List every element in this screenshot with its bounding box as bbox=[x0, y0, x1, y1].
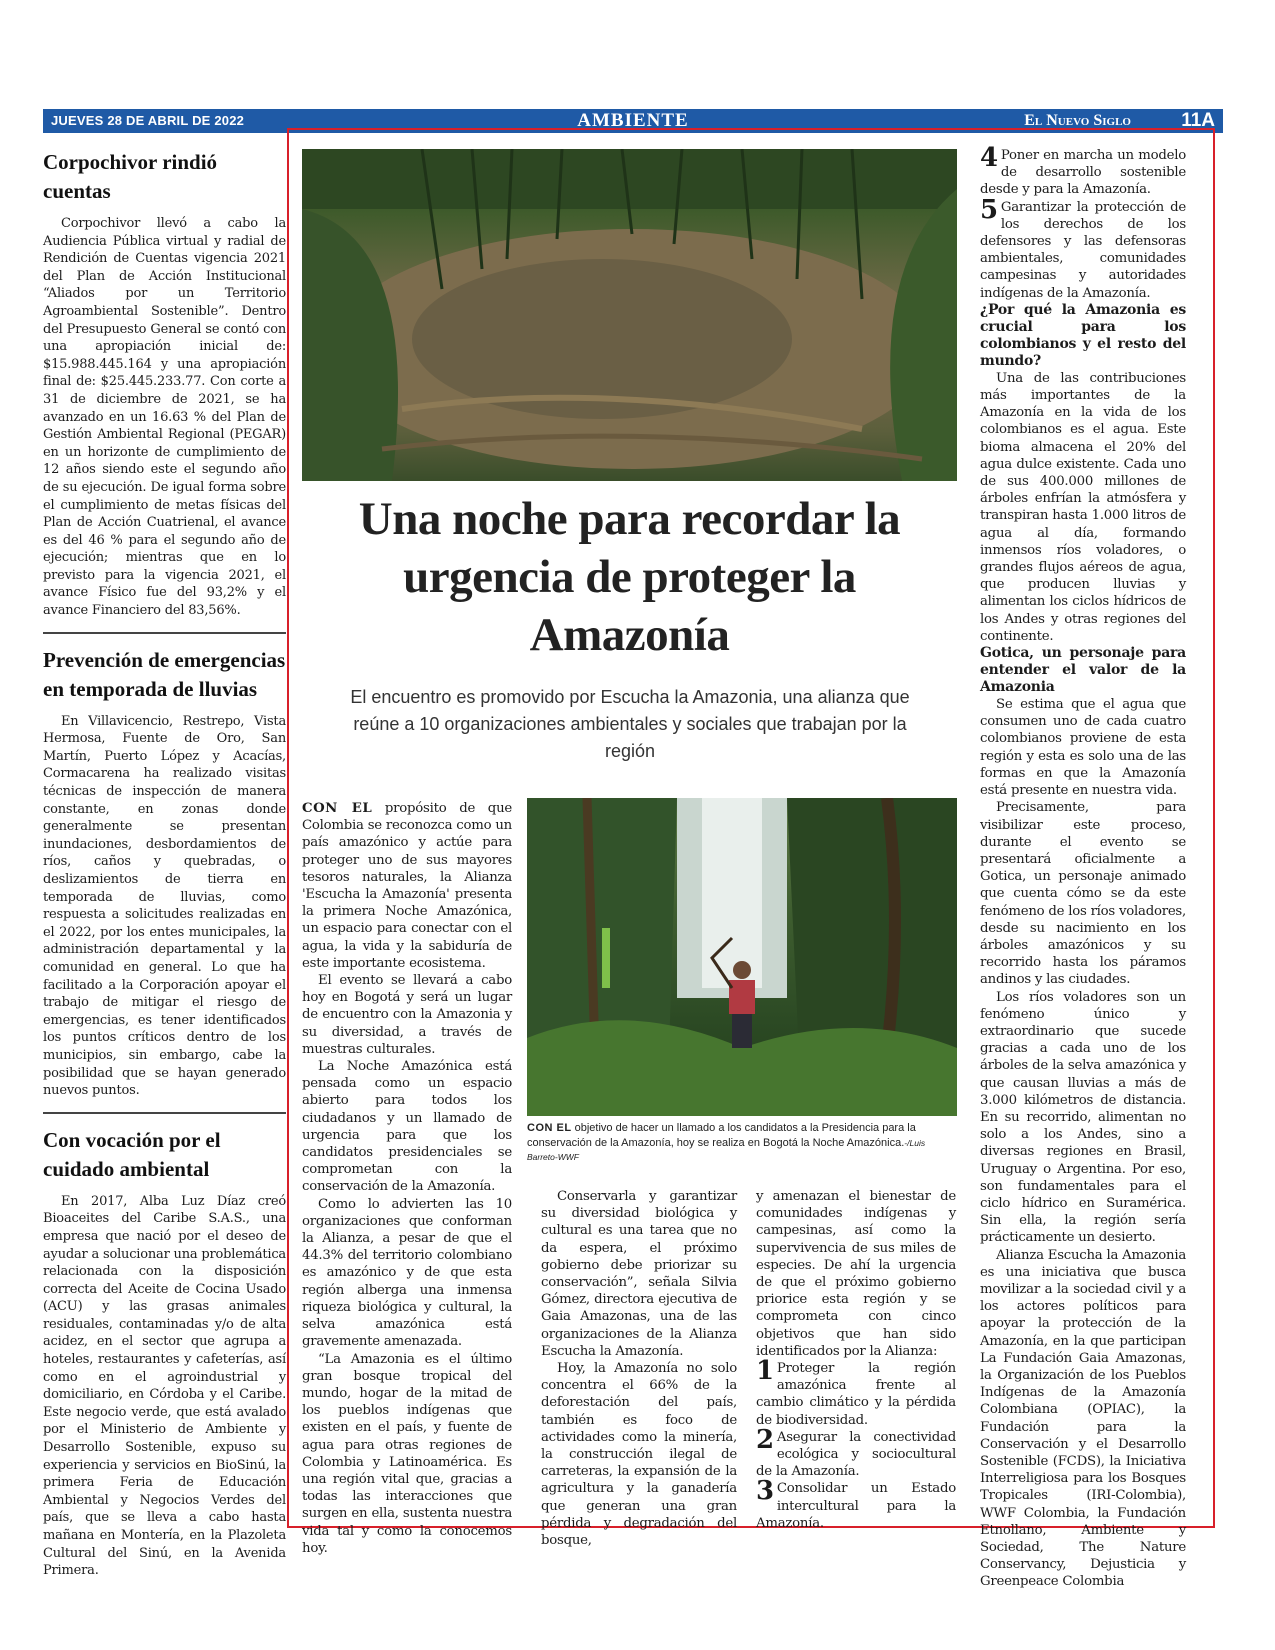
deforestation-photo bbox=[302, 149, 957, 481]
column-divider bbox=[43, 1112, 286, 1114]
article-headline: Una noche para recordar la urgencia de proteger la Amazonía bbox=[358, 493, 901, 661]
article-paragraph: Conservarla y garantizar su diversidad biológica y cultural es una tarea que no da espera, el próximo gobierno debe priorizar su conservación”, señala Silvia Gómez, directora ejecutiva de Gaia Amazonas, una de las organizaciones de la Alianza Escucha la Amazonía. bbox=[541, 1189, 737, 1359]
article-column-2 bbox=[541, 1188, 737, 1549]
article-column-3 bbox=[756, 1188, 956, 1532]
caption-lead: CON EL bbox=[527, 1122, 572, 1134]
article-column-1 bbox=[302, 800, 512, 1557]
brief-3-body: En 2017, Alba Luz Díaz creó Bioaceites del Caribe S.A.S., una empresa que nació por el deseo de ayudar a solucionar una problemática relacionada con la disposición correcta del Aceite de Cocina Usado (ACU) y las grasas animales residuales, contaminadas y/o de alta acidez, en el sector que agrupa a hoteles, restaurantes y cafeterías, así como en el agroindustrial y domiciliario, en Córdoba y el Caribe. Este negocio verde, que está avalado por el Ministerio de Ambiente y Desarrollo Sostenible, expuso su experiencia y servicios en BioSinú, la primera Feria de Educación Ambiental y Negocios Verdes del país, que se lleva a cabo hasta mañana en Montería, en la Plazoleta Cultural del Sinú, en la Avenida Primera. bbox=[43, 1193, 286, 1579]
article-paragraph: La Noche Amazónica está pensada como un espacio abierto para todos los ciudadanos y un llamado de urgencia para que los candidatos presidenciales se comprometan con la conservación de la Amazonía. bbox=[302, 1059, 512, 1195]
objective-item: 5 Garantizar la protección de los derechos de los defensores y las defensoras ambientales, comunidades campesinas y autoridades indígenas de la Amazonía. bbox=[980, 194, 1186, 301]
article-paragraph: y amenazan el bienestar de comunidades indígenas y campesinas, así como la supervivencia de sus miles de especies. De ahí la urgencia de que el próximo gobierno priorice esta región y se comprometa con cinco objetivos que han sido identificados por la Alianza: bbox=[756, 1189, 956, 1359]
waterfall-photo bbox=[527, 798, 957, 1116]
lead-in: CON EL bbox=[302, 801, 373, 816]
article-column-right bbox=[980, 143, 1187, 1591]
subheading: Gotica, un personaje para entender el valor de la Amazonia bbox=[980, 645, 1186, 696]
issue-date: JUEVES 28 DE ABRIL DE 2022 bbox=[51, 113, 245, 128]
article-paragraph: “La Amazonia es el último gran bosque tropical del mundo, hogar de la mitad de los pueblos indígenas que existen en el país, y fuente de agua para otras regiones de Colombia y Latinoamérica. Es una región vital que, gracias a todas las interacciones que surgen en ella, sustenta nuestra vida tal y como la conocemos hoy. bbox=[302, 1351, 512, 1556]
brief-2-body: En Villavicencio, Restrepo, Vista Hermosa, Fuente de Oro, San Martín, Puerto López y Acacías, Cormacarena ha realizado visitas técnicas de inspección de manera constante, en zonas donde generalmente se presentan inundaciones, desbordamientos de ríos, caños y quebradas, o deslizamientos de tierra en temporada de lluvias, como respuesta a solicitudes realizadas en el 2022, por los entes municipales, la administración departamental y la comunidad en general. Lo que ha facilitado a la Corporación apoyar el trabajo de mitigar el riesgo de emergencias, es tener identificados los puntos críticos dentro de los municipios, sin embargo, cabe la posibilidad que se hayan generado nuevos puntos. bbox=[43, 713, 286, 1099]
subheading: ¿Por qué la Amazonia es crucial para los colombianos y el resto del mundo? bbox=[980, 301, 1186, 369]
brief-1-title: Corpochivor rindió cuentas bbox=[43, 150, 218, 203]
article-paragraph: Se estima que el agua que consumen uno de cada cuatro colombianos proviene de esta región y esta es solo una de las formas en que la Amazonía está presente en nuestra vida. bbox=[980, 697, 1186, 799]
article-paragraph: Alianza Escucha la Amazonia es una iniciativa que busca movilizar a la sociedad civil y a los actores políticos para apoyar la protección de la Amazonía, en la que participan La Fundación Gaia Amazonas, la Organización de los Pueblos Indígenas de la Amazonía Colombiana (OPIAC), la Fundación para la Conservación y el Desarrollo Sostenible (FCDS), la Iniciativa Interreligiosa para los Bosques Tropicales (IRI-Colombia), WWF Colombia, la Fundación Etnollano, Ambiente y Sociedad, The Nature Conservancy, Dejusticia y Greenpeace Colombia bbox=[980, 1247, 1187, 1590]
photo-caption: CON EL objetivo de hacer un llamado a los candidatos a la Presidencia para la conservación de la Amazonía, hoy se realiza en Bogotá la Noche Amazónica.-/Luis Barreto-WWF bbox=[527, 1122, 926, 1162]
photo-credit: -/Luis Barreto-WWF bbox=[527, 1137, 926, 1162]
brief-3-title: Con vocación por el cuidado ambiental bbox=[43, 1127, 221, 1181]
left-briefs-column bbox=[43, 148, 286, 1580]
article-paragraph: Como lo advierten las 10 organizaciones que conforman la Alianza, a pesar de que el 44.3% del territorio colombiano es amazónico y de que esta región alberga una inmensa riqueza biológica y cultural, la selva amazónica está gravemente amenazada. bbox=[302, 1196, 512, 1350]
waterfall-photo-art bbox=[527, 798, 957, 1116]
page-number: 11A bbox=[1181, 110, 1215, 131]
article-paragraph: Hoy, la Amazonía no solo concentra el 66% de la deforestación del país, también es foco de actividades como la minería, la construcción ilegal de carreteras, la expansión de la agricultura y la ganadería que generan una gran pérdida y degradación del bosque, bbox=[541, 1361, 737, 1549]
objective-item: 2 Asegurar la conectividad ecológica y sociocultural de la Amazonía. bbox=[756, 1424, 956, 1480]
objective-item: 1 Proteger la región amazónica frente al cambio climático y la pérdida de biodiversidad. bbox=[756, 1356, 956, 1428]
brief-2-title: Prevención de emergencias en temporada de lluvias bbox=[43, 647, 286, 701]
article-subhead: El encuentro es promovido por Escucha la Amazonia, una alianza que reúne a 10 organizaciones ambientales y sociales que trabajan por la región bbox=[350, 687, 910, 761]
article-paragraph: Los ríos voladores son un fenómeno único y extraordinario que sucede gracias a cada uno de los árboles de la selva amazónica y que causan lluvias a más de 3.000 kilómetros de distancia. En su recorrido, alimentan no solo a los Andes, sino a diversas regiones en Brasil, Uruguay o Argentina. Por eso, son fundamentales para el ciclo hídrico en Suramérica. Sin ella, la región sería prácticamente un desierto. bbox=[980, 989, 1186, 1246]
section-title: AMBIENTE bbox=[577, 110, 689, 131]
article-paragraph: El evento se llevará a cabo hoy en Bogotá y será un lugar de encuentro con la Amazonia y su diversidad, a través de muestras culturales. bbox=[302, 973, 512, 1057]
column-divider bbox=[43, 632, 286, 634]
deforestation-photo-art bbox=[302, 149, 957, 481]
article-paragraph: Precisamente, para visibilizar este proceso, durante el evento se presentará oficialmente a Gotica, un personaje animado que cuenta cómo se da este fenómeno de los ríos voladores, desde su nacimiento en los árboles amazónicos y su recorrido hasta los páramos andinos y las ciudades. bbox=[980, 800, 1186, 988]
article-paragraph: Una de las contribuciones más importantes de la Amazonía en la vida de los colombianos es el agua. Este bioma almacena el 20% del agua dulce existente. Cada uno de sus 400.000 millones de árboles enfrían la atmósfera y transpiran hasta 1.000 litros de agua al día, formando inmensos ríos voladores, o grandes flujos aéreos de agua, que producen lluvias y alimentan los ciclos hídricos de los Andes y otras regiones del continente. bbox=[980, 370, 1186, 644]
brief-1-body: Corpochivor llevó a cabo la Audiencia Pública virtual y radial de Rendición de Cuentas vigencia 2021 del Plan de Acción Institucional “Aliados por un Territorio Agroambiental Sostenible”. Dentro del Presupuesto General se contó con una apropiación inicial de: $15.988.445.164 y una apropiación final de: $25.445.233.77. Con corte a 31 de diciembre de 2021, se ha avanzado en un 16.63 % del Plan de Gestión Ambiental Regional (PEGAR) en un horizonte de cumplimiento de 12 años siendo este el segundo año de su ejecución. De igual forma sobre el cumplimiento de metas físicas del Plan de Acción Cuatrienal, el avance es del 46 % para el segundo año de ejecución; mientras que en lo previsto para la vigencia 2021, el avance Físico fue del 93,2% y el avance Financiero del 83,56%. bbox=[43, 216, 286, 619]
article-paragraph: CON EL propósito de que Colombia se reconozca como un país amazónico y actúe para proteger uno de sus mayores tesoros naturales, la Alianza 'Escucha la Amazonía' presenta la primera Noche Amazónica, un espacio para conectar con el agua, la vida y la sabiduría de este importante ecosistema. bbox=[302, 801, 512, 971]
objective-item: 3 Consolidar un Estado intercultural para la Amazonía. bbox=[756, 1476, 956, 1531]
objective-item: 4 Poner en marcha un modelo de desarrollo sostenible desde y para la Amazonía. bbox=[980, 143, 1186, 198]
newspaper-brand: El Nuevo Siglo bbox=[1024, 112, 1131, 129]
